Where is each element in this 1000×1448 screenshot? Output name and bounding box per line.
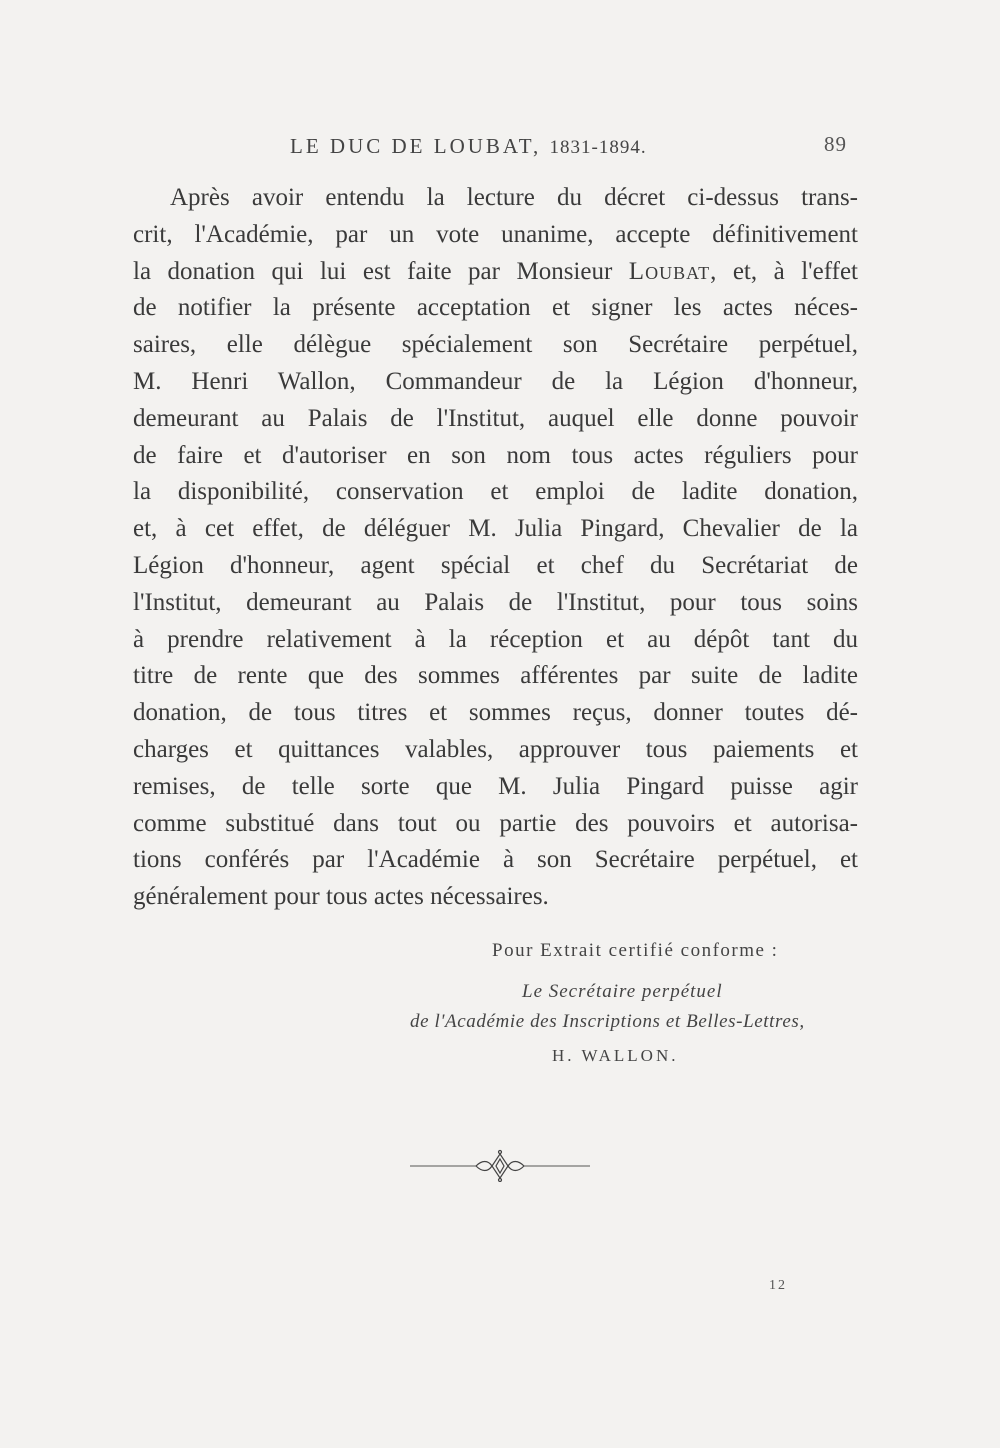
body-line: de notifier la présente acceptation et signer les actes néces- — [133, 294, 858, 322]
body-line: saires, elle délègue spécialement son Secrétaire perpétuel, — [133, 331, 858, 359]
body-line-post: , et, à l'effet — [710, 257, 858, 285]
running-head-years: 1831-1894. — [549, 137, 647, 158]
signature-mark: 12 — [769, 1278, 787, 1293]
name-loubat: Loubat — [628, 257, 711, 285]
body-line: M. Henri Wallon, Commandeur de la Légion d'honneur, — [133, 367, 858, 395]
body-line: crit, l'Académie, par un vote unanime, accepte définitivement — [133, 220, 858, 248]
body-line: Après avoir entendu la lecture du décret ci-dessus trans- — [170, 184, 858, 211]
body-line: tions conférés par l'Académie à son Secrétaire perpétuel, et — [133, 846, 858, 874]
certification-line: Pour Extrait certifié conforme : — [492, 940, 779, 961]
signer-institution: de l'Académie des Inscriptions et Belles-Lettres, — [410, 1011, 805, 1032]
body-line: la disponibilité, conservation et emploi de ladite donation, — [133, 478, 858, 506]
signer-name: H. WALLON. — [552, 1046, 679, 1065]
body-line: généralement pour tous actes nécessaires. — [133, 883, 549, 911]
body-line: et, à cet effet, de déléguer M. Julia Pingard, Chevalier de la — [133, 515, 858, 543]
fleuron-ornament-icon — [410, 1148, 590, 1182]
body-line-pre: la donation qui lui est faite par Monsieur — [133, 257, 629, 285]
body-line: remises, de telle sorte que M. Julia Pingard puisse agir — [133, 772, 858, 800]
body-line: l'Institut, demeurant au Palais de l'Institut, pour tous soins — [133, 588, 858, 616]
body-line — [133, 254, 858, 291]
body-line: demeurant au Palais de l'Institut, auquel elle donne pouvoir — [133, 404, 858, 432]
running-title: LE DUC DE LOUBAT, — [290, 134, 550, 158]
running-head — [290, 134, 647, 159]
page-number: 89 — [824, 132, 847, 156]
body-line: comme substitué dans tout ou partie des pouvoirs et autorisa- — [133, 809, 858, 837]
body-line: charges et quittances valables, approuver tous paiements et — [133, 735, 858, 763]
body-paragraph — [133, 180, 858, 916]
body-line: Légion d'honneur, agent spécial et chef du Secrétariat de — [133, 551, 858, 579]
signer-title: Le Secrétaire perpétuel — [522, 981, 723, 1002]
body-line: titre de rente que des sommes afférentes par suite de ladite — [133, 662, 858, 690]
body-line: donation, de tous titres et sommes reçus, donner toutes dé- — [133, 699, 858, 727]
body-line: de faire et d'autoriser en son nom tous actes réguliers pour — [133, 441, 858, 469]
body-line: à prendre relativement à la réception et au dépôt tant du — [133, 625, 858, 653]
